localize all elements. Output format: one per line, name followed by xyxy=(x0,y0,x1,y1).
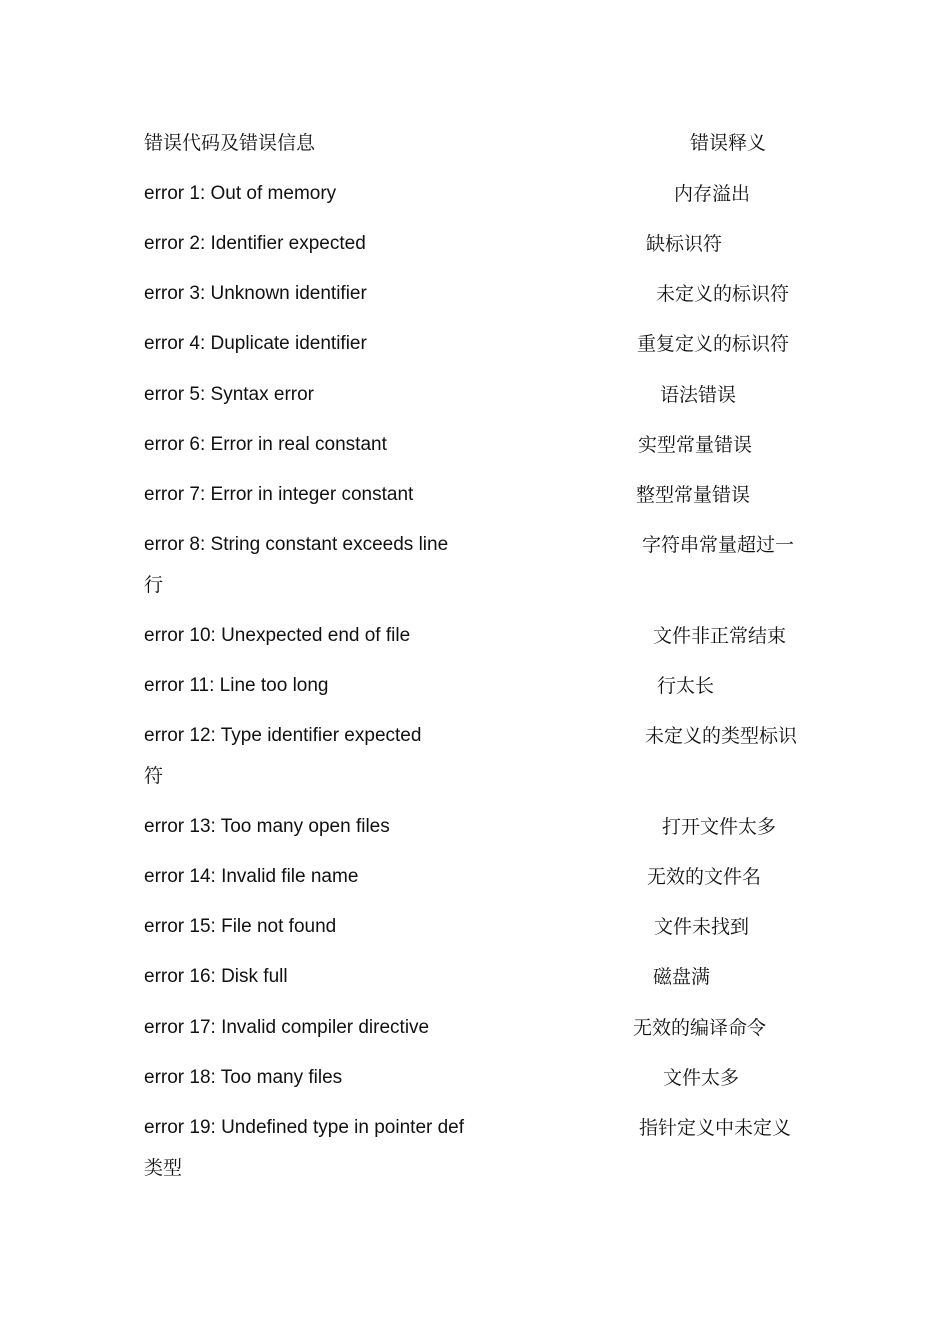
table-row xyxy=(0,671,950,701)
error-meaning: 未定义的类型标识 xyxy=(645,725,798,747)
error-message: error 18: Too many files xyxy=(144,1067,343,1088)
error-meaning: 未定义的标识符 xyxy=(656,283,790,305)
error-message: error 1: Out of memory xyxy=(144,183,337,204)
error-meaning: 行太长 xyxy=(657,675,715,697)
error-meaning: 文件未找到 xyxy=(654,916,750,938)
header-right-label: 错误释义 xyxy=(690,132,767,154)
table-row xyxy=(0,329,950,359)
error-message: error 15: File not found xyxy=(144,916,337,937)
error-message: error 13: Too many open files xyxy=(144,816,390,837)
table-row xyxy=(0,480,950,510)
error-message: error 10: Unexpected end of file xyxy=(144,625,411,646)
table-row xyxy=(0,430,950,460)
table-row xyxy=(0,1063,950,1093)
table-row xyxy=(0,721,950,751)
table-row xyxy=(0,912,950,942)
error-meaning: 缺标识符 xyxy=(646,233,723,255)
error-message: error 19: Undefined type in pointer def xyxy=(144,1117,465,1138)
error-message: error 3: Unknown identifier xyxy=(144,283,367,304)
table-row xyxy=(0,1113,950,1143)
error-message: error 8: String constant exceeds line xyxy=(144,534,449,555)
table-row xyxy=(0,179,950,209)
table-header xyxy=(0,128,950,158)
error-meaning: 字符串常量超过一 xyxy=(642,534,795,556)
error-message: error 7: Error in integer constant xyxy=(144,484,414,505)
error-meaning: 无效的文件名 xyxy=(647,866,762,888)
error-message: error 4: Duplicate identifier xyxy=(144,333,367,354)
error-message: error 14: Invalid file name xyxy=(144,866,359,887)
error-message: error 17: Invalid compiler directive xyxy=(144,1017,430,1038)
table-row xyxy=(0,812,950,842)
error-message: error 12: Type identifier expected xyxy=(144,725,422,746)
error-meaning: 磁盘满 xyxy=(653,966,711,988)
error-message: error 2: Identifier expected xyxy=(144,233,366,254)
table-row xyxy=(0,530,950,560)
error-meaning: 指针定义中未定义 xyxy=(639,1117,792,1139)
table-row xyxy=(0,862,950,892)
error-meaning-continuation: 符 xyxy=(144,765,164,787)
error-meaning: 语法错误 xyxy=(660,384,737,406)
error-meaning: 重复定义的标识符 xyxy=(637,333,790,355)
error-message: error 6: Error in real constant xyxy=(144,434,387,455)
error-message: error 5: Syntax error xyxy=(144,384,314,405)
error-meaning-continuation: 类型 xyxy=(144,1157,183,1179)
table-row xyxy=(0,621,950,651)
error-message: error 11: Line too long xyxy=(144,675,329,696)
table-row xyxy=(0,380,950,410)
error-meaning: 内存溢出 xyxy=(674,183,751,205)
error-meaning: 整型常量错误 xyxy=(636,484,751,506)
table-row xyxy=(0,962,950,992)
table-row xyxy=(0,1013,950,1043)
error-meaning: 文件非正常结束 xyxy=(653,625,787,647)
table-row xyxy=(0,229,950,259)
error-meaning: 无效的编译命令 xyxy=(633,1017,767,1039)
table-row xyxy=(0,279,950,309)
error-meaning: 实型常量错误 xyxy=(638,434,753,456)
error-meaning: 打开文件太多 xyxy=(662,816,777,838)
header-left-label: 错误代码及错误信息 xyxy=(144,132,316,154)
error-meaning: 文件太多 xyxy=(663,1067,740,1089)
error-meaning-continuation: 行 xyxy=(144,574,164,596)
error-message: error 16: Disk full xyxy=(144,966,288,987)
